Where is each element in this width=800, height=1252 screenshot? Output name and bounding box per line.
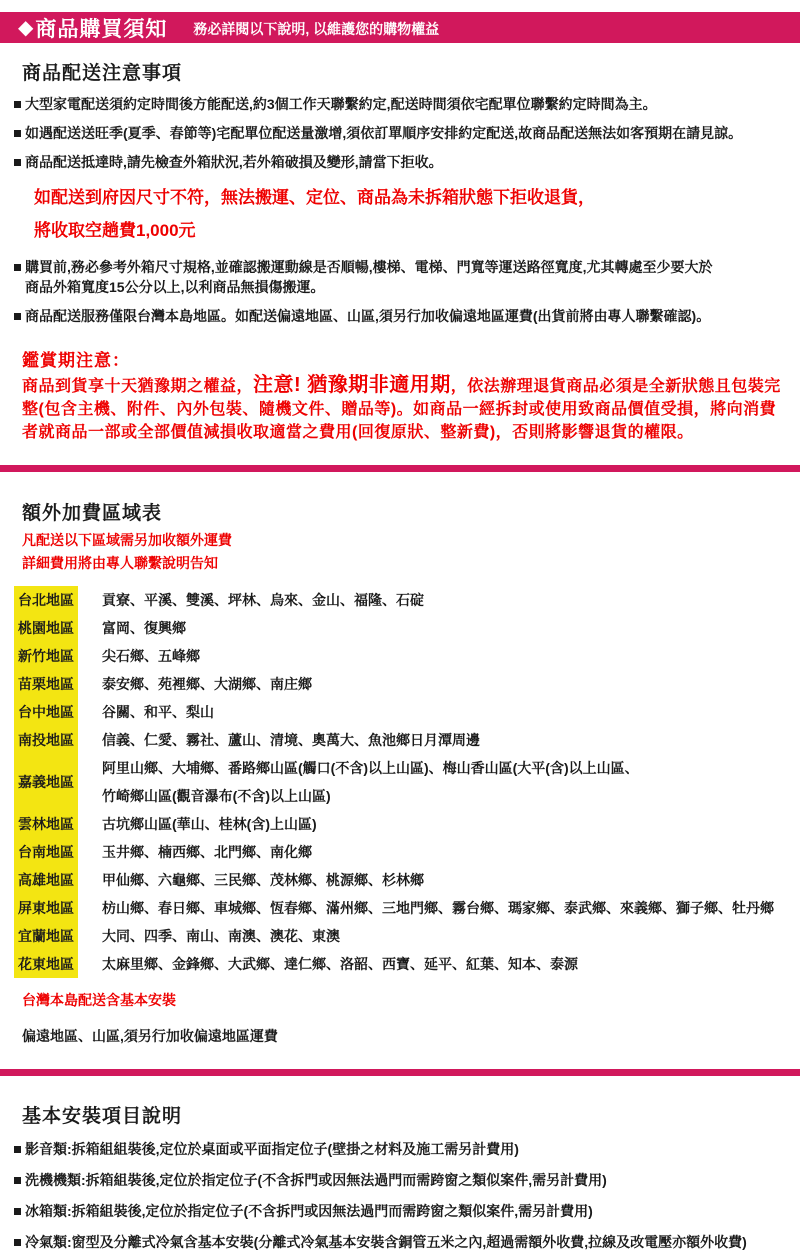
region-areas [78, 726, 480, 754]
region-areas-line: 泰安鄉、苑裡鄉、大湖鄉、南庄鄉 [102, 676, 312, 692]
header-bar [0, 12, 800, 43]
region-areas-line: 枋山鄉、春日鄉、車城鄉、恆春鄉、滿州鄉、三地門鄉、霧台鄉、瑪家鄉、泰武鄉、來義鄉、獅子鄉、牡丹鄉 [102, 900, 774, 916]
table-row [14, 614, 786, 642]
inspection-emphasis: 注意! 猶豫期非適用期 [253, 374, 451, 396]
remote-area-note: 偏遠地區、山區,須另行加收偏遠地區運費 [22, 1028, 278, 1044]
installation-section [0, 1101, 800, 1252]
region-label: 高雄地區 [14, 866, 78, 894]
delivery-bullet-4 [14, 257, 786, 297]
region-areas [78, 670, 312, 698]
region-fee-table [14, 586, 786, 978]
region-label: 南投地區 [14, 726, 78, 754]
region-areas-line: 貢寮、平溪、雙溪、坪林、烏來、金山、福隆、石碇 [102, 592, 424, 608]
inspection-text-after: ，依法辦理退貨商品必須是全新狀態且包裝完整(包含主機、附件、內外包裝、隨機文件、贈品等)。如商品一經拆封或使用致商品價值受損，將向消費者就商品一部或全部價值減損收取適當之費用(回復原狀、整新費)，否則將影響退貨的權限。 [22, 378, 781, 441]
size-warning [34, 181, 786, 247]
region-label: 台北地區 [14, 586, 78, 614]
table-row [14, 950, 786, 978]
region-areas [78, 838, 312, 866]
diamond-icon: ◆ [18, 16, 34, 39]
region-label: 桃園地區 [14, 614, 78, 642]
bullet-text: 大型家電配送須約定時間後方能配送,約3個工作天聯繫約定,配送時間須依宅配單位聯繫約定時間為主。 [25, 96, 657, 112]
region-areas-line: 玉井鄉、楠西鄉、北門鄉、南化鄉 [102, 844, 312, 860]
table-row [14, 754, 786, 810]
delivery-bullet-5 [14, 306, 786, 326]
bullet-text-line2: 商品外箱寬度15公分以上,以利商品無損傷搬運。 [25, 279, 325, 295]
region-label: 宜蘭地區 [14, 922, 78, 950]
table-row [14, 670, 786, 698]
extra-fee-note-2: 詳細費用將由專人聯繫說明告知 [22, 555, 218, 571]
inspection-text-before: 商品到貨享十天猶豫期之權益， [22, 378, 254, 395]
region-areas-line: 信義、仁愛、霧社、蘆山、清境、奧萬大、魚池鄉日月潭周邊 [102, 732, 480, 748]
bullet-square-icon [14, 1177, 21, 1184]
bullet-square-icon [14, 264, 21, 271]
table-row [14, 810, 786, 838]
page-title: 商品購買須知 [35, 17, 168, 41]
region-label: 花東地區 [14, 950, 78, 978]
inspection-period-block [14, 346, 786, 444]
extra-fee-section [0, 498, 800, 1046]
installation-heading: 基本安裝項目說明 [22, 1106, 183, 1127]
size-warning-line1: 如配送到府因尺寸不符，無法搬運、定位、商品為未拆箱狀態下拒收退貨， [34, 188, 595, 207]
bullet-square-icon [14, 130, 21, 137]
bullet-square-icon [14, 101, 21, 108]
region-areas [78, 642, 200, 670]
bullet-square-icon [14, 313, 21, 320]
delivery-bullet-3 [14, 152, 786, 172]
region-areas [78, 866, 424, 894]
bullet-text: 洗機機類:拆箱組裝後,定位於指定位子(不含拆門或因無法過門而需跨窗之類似案件,需另計費用) [25, 1172, 607, 1188]
inspection-heading: 鑑賞期注意： [22, 351, 130, 370]
region-label: 雲林地區 [14, 810, 78, 838]
section-divider [0, 465, 800, 472]
region-areas-line: 尖石鄉、五峰鄉 [102, 648, 200, 664]
region-areas-line: 谷關、和平、梨山 [102, 704, 214, 720]
delivery-section-heading: 商品配送注意事項 [22, 63, 183, 84]
region-areas-line: 古坑鄉山區(華山、桂林(含)上山區) [102, 816, 317, 832]
page-subtitle: 務必詳閱以下說明, 以維護您的購物權益 [193, 21, 440, 37]
installation-bullet-2 [14, 1170, 786, 1190]
size-warning-line2: 將收取空趟費1,000元 [34, 221, 196, 240]
bullet-square-icon [14, 159, 21, 166]
bullet-text-line1: 購買前,務必參考外箱尺寸規格,並確認搬運動線是否順暢,樓梯、電梯、門寬等運送路徑寬度,尤其轉處至少要大於 [25, 259, 713, 275]
region-areas [78, 698, 214, 726]
bullet-text [25, 257, 713, 297]
table-row [14, 894, 786, 922]
delivery-bullet-1 [14, 94, 786, 114]
island-install-note: 台灣本島配送含基本安裝 [22, 992, 176, 1008]
region-areas [78, 754, 639, 810]
bullet-square-icon [14, 1239, 21, 1246]
region-areas-line: 阿里山鄉、大埔鄉、番路鄉山區(觸口(不含)以上山區)、梅山香山區(大平(含)以上山區、 [102, 760, 639, 776]
region-areas-line: 竹崎鄉山區(觀音瀑布(不含)以上山區) [102, 788, 331, 804]
region-areas [78, 586, 424, 614]
page [0, 12, 800, 1250]
region-label: 台中地區 [14, 698, 78, 726]
table-row [14, 838, 786, 866]
bullet-text: 冷氣類:窗型及分離式冷氣含基本安裝(分離式冷氣基本安裝含銅管五米之內,超過需額外收費,拉線及改電壓亦額外收費) [25, 1234, 747, 1250]
table-row [14, 726, 786, 754]
bullet-text: 商品配送抵達時,請先檢查外箱狀況,若外箱破損及變形,請當下拒收。 [25, 154, 443, 170]
installation-bullet-1 [14, 1139, 786, 1159]
region-areas-line: 富岡、復興鄉 [102, 620, 186, 636]
region-areas [78, 950, 578, 978]
bullet-square-icon [14, 1208, 21, 1215]
delivery-bullet-2 [14, 123, 786, 143]
region-areas-line: 甲仙鄉、六龜鄉、三民鄉、茂林鄉、桃源鄉、杉林鄉 [102, 872, 424, 888]
region-areas [78, 922, 340, 950]
installation-bullet-3 [14, 1201, 786, 1221]
installation-bullet-4 [14, 1232, 786, 1252]
extra-fee-heading: 額外加費區域表 [22, 503, 163, 524]
region-label: 屏東地區 [14, 894, 78, 922]
table-row [14, 866, 786, 894]
section-divider [0, 1069, 800, 1076]
region-areas [78, 810, 317, 838]
region-areas-line: 大同、四季、南山、南澳、澳花、東澳 [102, 928, 340, 944]
table-row [14, 922, 786, 950]
bullet-text: 商品配送服務僅限台灣本島地區。如配送偏遠地區、山區,須另行加收偏遠地區運費(出貨前將由專人聯繫確認)。 [25, 308, 711, 324]
bullet-text: 影音類:拆箱組組裝後,定位於桌面或平面指定位子(壁掛之材料及施工需另計費用) [25, 1141, 519, 1157]
bullet-text: 如遇配送送旺季(夏季、春節等)宅配單位配送量激增,須依訂單順序安排約定配送,故商品配送無法如客預期在請見諒。 [25, 125, 743, 141]
bullet-square-icon [14, 1146, 21, 1153]
table-row [14, 698, 786, 726]
content [0, 58, 800, 444]
region-label: 台南地區 [14, 838, 78, 866]
region-label: 嘉義地區 [14, 754, 78, 810]
region-areas-line: 太麻里鄉、金鋒鄉、大武鄉、達仁鄉、洛韶、西寶、延平、紅葉、知本、泰源 [102, 956, 578, 972]
extra-fee-note-1: 凡配送以下區域需另加收額外運費 [22, 532, 232, 548]
table-row [14, 642, 786, 670]
region-label: 苗栗地區 [14, 670, 78, 698]
bullet-text: 冰箱類:拆箱組裝後,定位於指定位子(不含拆門或因無法過門而需跨窗之類似案件,需另計費用) [25, 1203, 593, 1219]
inspection-paragraph [22, 374, 784, 444]
region-areas [78, 894, 774, 922]
region-areas [78, 614, 186, 642]
region-label: 新竹地區 [14, 642, 78, 670]
table-row [14, 586, 786, 614]
